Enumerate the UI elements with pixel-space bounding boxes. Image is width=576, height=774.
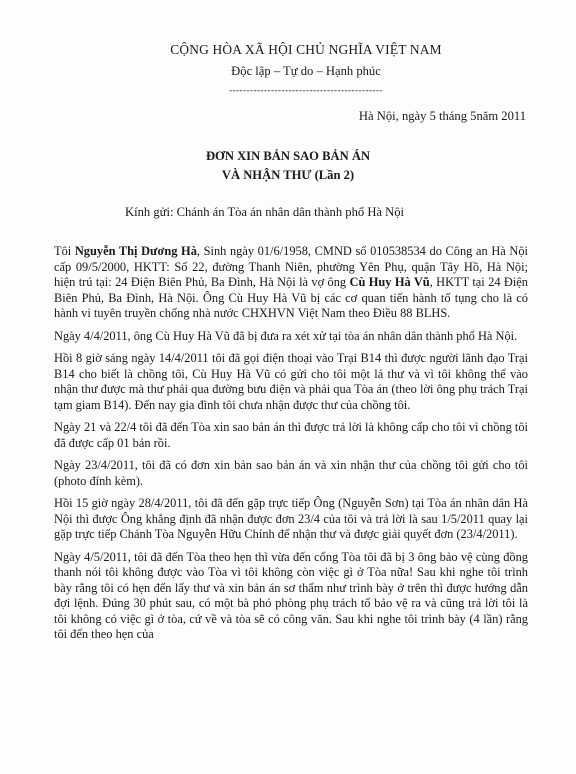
paragraph-6: Hồi 15 giờ ngày 28/4/2011, tôi đã đến gặp trực tiếp Ông (Nguyễn Sơn) tại Tòa án nhân dân Hà Nội thì được Ông khẳng định đã nhận được đơn 23/4 của tôi và trả lời là sau 1/5/2011 quay lại gặp trực tiếp Chánh Tòa Nguyễn Hữu Chính để nhận thư và được giải quyết đơn (23/4/2011).: [54, 496, 528, 541]
title-line-1: ĐƠN XIN BẢN SAO BẢN ÁN: [205, 149, 371, 163]
p1-text-b: , Sinh ngày 01/6/1958, CMND số 010538534 do Công an Hà Nội cấp 09/5/2000, HKTT: Số 22, đường Thanh Niên, phường Yên Phụ, quận Tây Hồ, Hà Nội; hiện trú tại: 24 Điện Biên Phủ, Ba Đình, Hà Nội là vợ ông: [54, 244, 528, 289]
paragraph-4: Ngày 21 và 22/4 tôi đã đến Tòa xin sao bản án thì được trả lời là không cấp cho tôi vì chồng tôi đã được cấp 01 bản rồi.: [54, 420, 528, 450]
paragraph-5: Ngày 23/4/2011, tôi đã có đơn xin bản sao bản án và xin nhận thư của chồng tôi gửi cho tôi (photo đính kèm).: [54, 458, 528, 488]
national-header: [18, 42, 576, 95]
p1-text-c: , HKTT tại 24 Điện Biên Phủ, Ba Đình, Hà Nội. Ông Cù Huy Hà Vũ bị các cơ quan tiến hành tố tụng cho là có hành vi tuyên truyền chống nhà nước CHXHVN Việt Nam theo Điều 88 BLHS.: [54, 275, 528, 320]
husband-name: Cù Huy Hà Vũ: [349, 275, 430, 289]
national-motto: Độc lập – Tự do – Hạnh phúc: [231, 64, 381, 78]
nation-title: CỘNG HÒA XÃ HỘI CHỦ NGHĨA VIỆT NAM: [170, 42, 442, 57]
paragraph-1: [54, 244, 528, 322]
letter-body: [54, 244, 528, 650]
title-line-2: VÀ NHẬN THƯ (Lần 2): [221, 168, 355, 182]
document-title: [0, 147, 576, 185]
paragraph-7: Ngày 4/5/2011, tôi đã đến Tòa theo hẹn thì vừa đến cổng Tòa tôi đã bị 3 ông bảo vệ cùng đồng thanh nói tôi không được vào Tòa vì tôi không còn việc gì ở Tòa nữa! Sau khi nghe tôi trình bày rằng tôi có hẹn đến lấy thư và xin bản án sơ thẩm như trình bày ở trên thì được hướng dẫn đợi lệnh. Đúng 30 phút sau, có một bà phó phòng phụ trách tổ bảo vệ ra và cũng trả lời tôi là tôi không có việc gì ở tòa, cứ về và tòa sẽ có công văn. Sau khi nghe tôi trình bày (4 lần) rằng tôi đến theo hẹn của: [54, 549, 528, 641]
sender-name: Nguyễn Thị Dương Hà: [74, 244, 197, 258]
paragraph-2: Ngày 4/4/2011, ông Cù Huy Hà Vũ đã bị đưa ra xét xử tại tòa án nhân dân thành phố Hà Nội.: [54, 328, 518, 343]
addressee: Kính gửi: Chánh án Tòa án nhân dân thành phố Hà Nội: [125, 205, 405, 219]
header-separator: --------------------------------------------: [229, 85, 383, 95]
place-date: Hà Nội, ngày 5 tháng 5năm 2011: [358, 109, 526, 123]
p1-text-a: Tôi: [54, 244, 75, 258]
paragraph-3: Hồi 8 giờ sáng ngày 14/4/2011 tôi đã gọi điện thoại vào Trại B14 thì được người lãnh đạo Trại B14 cho biết là chồng tôi, Cù Huy Hà Vũ có gửi cho tôi một lá thư và vì tôi không thể vào nhận thư được mà thư phải qua đường bưu điện và phải qua Tòa án (theo lời ông phụ trách Trại tạm giam B14). Đến nay gia đình tôi chưa nhận được thư của chồng tôi.: [54, 351, 528, 412]
